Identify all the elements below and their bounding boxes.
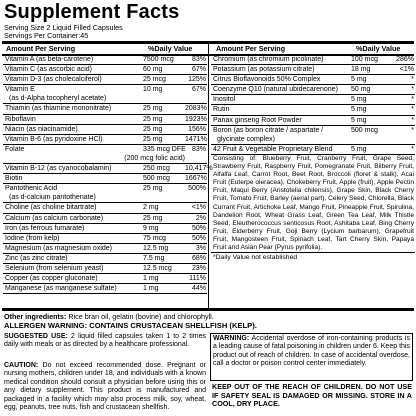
nutrient-name: Manganese (as manganese sulfate) (5, 285, 117, 293)
nutrient-name: Boron (as boron citrate / aspartate / (213, 126, 324, 134)
nutrient-row (3, 115, 207, 125)
nutrient-amount: 500 mcg (143, 175, 170, 183)
nutrient-dv: 111% (189, 275, 206, 283)
nutrient-name: Folate (5, 145, 25, 153)
nutrient-row (3, 75, 207, 85)
nutrient-row (211, 85, 415, 95)
nutrient-name: Choline (as choline bitartrate) (5, 204, 97, 212)
servings-per-container: Servings Per Container:45 (4, 31, 89, 40)
nutrient-dv: 10,417% (185, 165, 213, 173)
iron-warning-box: WARNING: Accidental overdose of iron-containing products is a leading cause of fatal poisoning in children under 6. Keep this product out of reach of children. In case of accidental overdose, call a doctor or poison control center immediately. (210, 333, 413, 381)
nutrient-row (211, 116, 415, 126)
nutrient-name: Vitamin A (as beta-carotene) (5, 56, 94, 63)
nutrient-amount: 10 mg (143, 86, 163, 94)
nutrient-amount: 7500 mcg (143, 56, 174, 63)
nutrient-name: Riboflavin (5, 115, 36, 123)
allergen-warning: ALLERGEN WARNING: CONTAINS CRUSTACEAN SHELLFISH (KELP). (4, 321, 257, 330)
nutrient-dv: 2083% (185, 105, 207, 113)
nutrient-name: Pantothenic Acid (5, 185, 58, 193)
nutrient-row (211, 126, 415, 145)
nutrient-dv: 2% (195, 214, 206, 222)
nutrient-row (3, 214, 207, 224)
nutrient-amount: 25 mg (143, 214, 163, 222)
nutrient-row (3, 224, 207, 234)
nutrient-dv: 286% (396, 56, 414, 63)
blend-ingredients: Consisting of: Blueberry Fruit, Cranberry Fruit, Grape Seed, Strawberry Fruit, Raspberry Fruit, Pomegranate Fruit, Bilberry Fruit, Alfalfa Leaf, Carrot Root, Beet Root, Broccoli (floret & stalk), Acai Fruit (Euterpe oleracea), Chokeberry Fruit, Apple (fruit), Apple Pectin Fruit, Maqui Berry (Aristotelia chilensis), Grape Skin, Black Cherry Fruit, Tomato Fruit, Barley (aerial part), Celery Seed, Chlorella, Black Currant Fruit, Artichoke Leaf, Mango Fruit, Pineapple Fruit, Spirulina, Dandelion Root, Wheat Grass Leaf, Green Tea Leaf, Milk Thistle Seed, Eleutherococcus senticosus Root, Ashitaba Leaf, Bing Cherry Fruit, Elderberry Fruit, Goji Berry (Lycium barbarum), Grapefruit Fruit, Mangosteen Fruit, Spinach Leaf, Tart Cherry Skin, Papaya Fruit and Asian Pear (Pyrus pyrifolia). (213, 154, 414, 251)
right-header-amount: Amount Per Serving (216, 44, 286, 53)
nutrient-row (211, 95, 415, 105)
nutrient-name: Vitamin D-3 (as cholecalciferol) (5, 76, 102, 84)
nutrient-amount: 25 mg (143, 105, 163, 113)
nutrient-amount: 12.5 mcg (143, 264, 172, 272)
nutrient-amount: 9 mg (143, 224, 159, 232)
nutrient-row (3, 125, 207, 135)
nutrient-dv: * (411, 106, 414, 114)
nutrient-row (3, 104, 207, 114)
nutrient-name: Niacin (as niacinamide) (5, 125, 78, 133)
nutrient-dv: 23% (191, 264, 206, 272)
caution: CAUTION: Do not exceed recommended dose. Pregnant or nursing mothers, children under 18, and individuals with a known medical condition should consult a physician before using this or any dietary supplement. This product is manufactured and packaged in a facility which may also process milk, soy, wheat, egg, peanuts, tree nuts, fish and crustacean shellfish. (4, 362, 206, 412)
serving-size: Serving Size 2 Liquid Filled Capsules (4, 23, 123, 32)
nutrient-name: Thiamin (as thiamine mononitrate) (5, 105, 112, 113)
nutrient-dv: * (411, 96, 414, 104)
nutrient-dv: 156% (188, 125, 206, 133)
nutrient-amount: 25 mg (143, 125, 163, 133)
nutrient-subname: glycinate complex) (217, 135, 275, 143)
nutrient-dv: 67% (191, 86, 206, 94)
nutrient-dv: 83% (191, 56, 206, 63)
left-header-dv: %Daily Value (148, 44, 193, 53)
nutrient-row (3, 85, 207, 104)
nutrient-row (3, 284, 207, 294)
nutrient-amount: 5 mg (351, 76, 367, 84)
right-nutrient-column (211, 55, 415, 262)
nutrient-row (211, 105, 415, 115)
nutrient-amount: 25 mg (143, 185, 163, 193)
nutrient-name: Magnesium (as magnesium oxide) (5, 244, 112, 252)
nutrient-subname: (as d-calcium pantothenate) (9, 194, 96, 202)
nutrient-name: Chromium (as chromium picolinate) (213, 56, 324, 63)
nutrient-amount: 5 mg (351, 106, 367, 114)
nutrient-amount: 5 mg (351, 116, 367, 124)
nutrient-name: Selenium (from selenium yeast) (5, 264, 104, 272)
nutrient-dv: 67% (191, 66, 206, 74)
nutrient-row (211, 75, 415, 85)
dv-footnote: *Daily Value not established (213, 254, 298, 262)
nutrient-name: Biotin (5, 175, 23, 183)
label-title: Supplement Facts (4, 1, 180, 23)
nutrient-name: Calcium (as calcium carbonate) (5, 214, 104, 222)
left-nutrient-column (3, 55, 213, 294)
nutrient-name: Vitamin C (as ascorbic acid) (5, 66, 93, 74)
nutrient-name: Vitamin B-12 (as cyanocobalamin) (5, 165, 112, 173)
suggested-use: SUGGESTED USE: 2 liquid filled capsules taken 1 to 2 times daily with meals or as directed by a healthcare professional. (4, 333, 207, 349)
nutrient-row (3, 274, 207, 284)
nutrient-dv: 50% (191, 224, 206, 232)
nutrient-dv: 500% (188, 185, 206, 193)
nutrient-dv: 50% (191, 234, 206, 242)
nutrient-dv: <1% (191, 204, 206, 212)
nutrient-amount: 12.5 mg (143, 244, 169, 252)
nutrient-name: Vitamin E (5, 86, 35, 94)
nutrient-dv: * (411, 76, 414, 84)
nutrient-name: Vitamin B-6 (as pyridoxine HCl) (5, 135, 103, 143)
right-header-dv: %Daily Value (356, 44, 401, 53)
nutrient-row (3, 244, 207, 254)
nutrient-name: Citrus Bioflavonoids 50% Complex (213, 76, 321, 84)
nutrient-amount: 50 mg (351, 86, 371, 94)
nutrient-amount: 75 mcg (143, 234, 166, 242)
nutrient-row (3, 65, 207, 75)
nutrient-amount: 100 mcg (351, 56, 378, 63)
nutrient-row (3, 135, 207, 145)
nutrient-name: Zinc (as zinc citrate) (5, 254, 68, 262)
nutrient-amount: 7.5 mg (143, 254, 165, 262)
nutrient-row (3, 184, 207, 203)
nutrient-row (211, 55, 415, 65)
nutrient-name: Potassium (as potassium citrate) (213, 66, 315, 74)
nutrient-name: Inositol (213, 96, 236, 104)
nutrient-subnote: (200 mcg folic acid) (124, 154, 185, 162)
nutrient-dv: 83% (191, 145, 206, 153)
left-header-amount: Amount Per Serving (6, 44, 76, 53)
nutrient-dv: * (411, 86, 414, 94)
nutrient-row (3, 234, 207, 244)
nutrient-amount: 5 mg (351, 96, 367, 104)
nutrient-amount: 2 mg (143, 204, 159, 212)
nutrient-name: Iodine (from kelp) (5, 234, 60, 242)
blend-row: 42 Fruit & Vegetable Proprietary Blend 5 mg * (211, 145, 415, 155)
nutrient-dv: 1667% (185, 175, 207, 183)
nutrient-amount: 1 mg (143, 275, 159, 283)
nutrient-row (3, 254, 207, 264)
nutrient-row (3, 174, 207, 184)
nutrient-name: Panax ginseng Root Powder (213, 116, 302, 124)
nutrient-dv: 125% (188, 76, 206, 84)
nutrient-row (3, 55, 207, 65)
nutrient-row (3, 264, 207, 274)
nutrient-amount: 25 mg (143, 115, 163, 123)
nutrient-amount: 1 mg (143, 285, 159, 293)
nutrient-amount: 18 mg (351, 66, 371, 74)
nutrient-amount: 60 mg (143, 66, 163, 74)
nutrient-name: Coenzyme Q10 (natural ubidecarenone) (213, 86, 338, 94)
other-ingredients: Other ingredients: Rice bran oil, gelatin (bovine) and chlorophyll. (4, 312, 214, 321)
nutrient-amount: 500 mcg (351, 126, 378, 134)
keep-out-notice: KEEP OUT OF THE REACH OF CHILDREN. DO NOT USE IF SAFETY SEAL IS DAMAGED OR MISSING. STORE IN A COOL, DRY PLACE. (212, 382, 412, 409)
nutrient-dv: 1923% (185, 115, 207, 123)
nutrient-dv: * (411, 116, 414, 124)
column-divider (208, 44, 209, 308)
nutrient-dv: 44% (191, 285, 206, 293)
nutrient-amount: 25 mg (143, 135, 163, 143)
nutrient-dv: 1471% (185, 135, 207, 143)
nutrient-dv: <1% (399, 66, 414, 74)
nutrient-row (3, 145, 207, 164)
nutrient-amount: 25 mcg (143, 76, 166, 84)
nutrient-name: Iron (as ferrous fumarate) (5, 224, 85, 232)
nutrient-row (3, 164, 213, 174)
nutrient-dv: * (411, 126, 414, 134)
bottom-divider (2, 308, 414, 311)
nutrient-amount: 335 mcg DFE (143, 145, 186, 153)
nutrient-dv: 3% (195, 244, 206, 252)
nutrient-name: Rutin (213, 106, 230, 114)
nutrient-amount: 250 mcg (143, 165, 170, 173)
nutrient-subname: (as d-Alpha tocopheryl acetate) (9, 95, 107, 103)
serving-info (4, 24, 123, 40)
nutrient-row (211, 65, 415, 75)
nutrient-dv: 68% (191, 254, 206, 262)
nutrient-name: Copper (as copper gluconate) (5, 275, 98, 283)
nutrient-row (3, 203, 207, 213)
